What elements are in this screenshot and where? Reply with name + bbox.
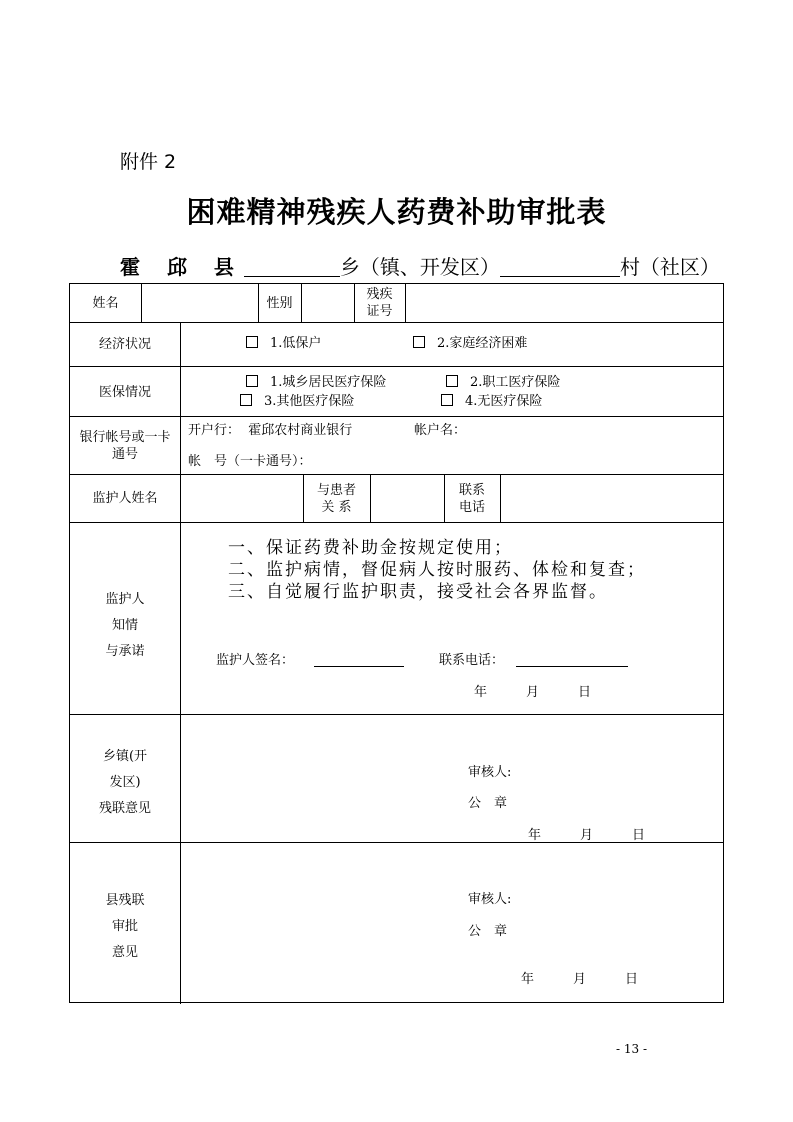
name-label: 姓名: [92, 296, 119, 311]
county-seal: 公 章: [468, 924, 508, 939]
pledge-line-1: 一、保证药费补助金按规定使用；: [228, 538, 513, 558]
checkbox-icon[interactable]: [413, 336, 425, 348]
phone-field[interactable]: [501, 475, 722, 521]
checkbox-icon[interactable]: [446, 375, 458, 387]
township-opinion-label: 乡镇(开 发区) 残联意见: [98, 749, 151, 816]
relation-field[interactable]: [371, 475, 443, 521]
county-reviewer: 审核人:: [468, 892, 512, 907]
township-date: 年 月 日: [528, 828, 646, 843]
county-date: 年 月 日: [521, 972, 639, 987]
checkbox-icon[interactable]: [441, 394, 453, 406]
county-name: 霍 邱 县: [120, 255, 244, 279]
village-blank[interactable]: [500, 256, 620, 277]
disability-cert-field[interactable]: [406, 285, 722, 321]
insurance-option-4[interactable]: 4.无医疗保险: [441, 393, 542, 410]
form-title: 困难精神残疾人药费补助审批表: [186, 195, 607, 229]
phone-label: 联系 电话: [458, 483, 485, 515]
insurance-label: 医保情况: [98, 385, 151, 400]
pledge-line-2: 二、监护病情，督促病人按时服药、体检和复查；: [228, 560, 646, 580]
checkbox-icon[interactable]: [246, 336, 258, 348]
gender-label: 性别: [266, 296, 293, 311]
economy-option-1[interactable]: 1.低保户: [246, 335, 321, 352]
economy-label: 经济状况: [98, 337, 151, 352]
bank-name: 开户行： 霍邱农村商业银行: [188, 423, 353, 438]
township-seal: 公 章: [468, 796, 508, 811]
page-number: - 13 -: [615, 1042, 647, 1056]
pledge-line-3: 三、自觉履行监护职责，接受社会各界监督。: [228, 582, 608, 602]
relation-label: 与患者 关 系: [316, 483, 356, 515]
attachment-label: 附件 2: [120, 151, 177, 173]
guardian-name-field[interactable]: [181, 475, 302, 521]
checkbox-icon[interactable]: [240, 394, 252, 406]
guardian-signature-line[interactable]: [314, 652, 404, 667]
pledge-label: 监护人 知情 与承诺: [105, 592, 145, 659]
gender-field[interactable]: [302, 285, 353, 321]
township-label: 乡（镇、开发区）: [339, 255, 500, 279]
approval-table: [69, 283, 724, 1003]
guardian-phone-line[interactable]: [516, 652, 628, 667]
guardian-signature: 监护人签名：: [216, 653, 295, 668]
county-approval-label: 县残联 审批 意见: [105, 893, 145, 960]
village-label: 村（社区）: [619, 255, 720, 279]
disability-cert-label: 残疾 证号: [366, 287, 393, 319]
account-number-label: 帐 号（一卡通号）：: [188, 454, 312, 469]
account-name-label: 帐户名：: [414, 423, 467, 438]
checkbox-icon[interactable]: [246, 375, 258, 387]
insurance-option-3[interactable]: 3.其他医疗保险: [240, 393, 354, 410]
insurance-option-2[interactable]: 2.职工医疗保险: [446, 374, 560, 391]
insurance-option-1[interactable]: 1.城乡居民医疗保险: [246, 374, 386, 391]
township-blank[interactable]: [244, 256, 340, 277]
township-reviewer: 审核人:: [468, 765, 512, 780]
pledge-date: 年 月 日: [474, 685, 592, 700]
name-field[interactable]: [142, 285, 257, 321]
bank-label: 银行帐号或一卡 通号: [79, 430, 171, 462]
guardian-name-label: 监护人姓名: [92, 491, 158, 506]
economy-option-2[interactable]: 2.家庭经济困难: [413, 335, 527, 352]
guardian-phone-label: 联系电话：: [439, 653, 505, 668]
form-subtitle: [120, 251, 720, 280]
